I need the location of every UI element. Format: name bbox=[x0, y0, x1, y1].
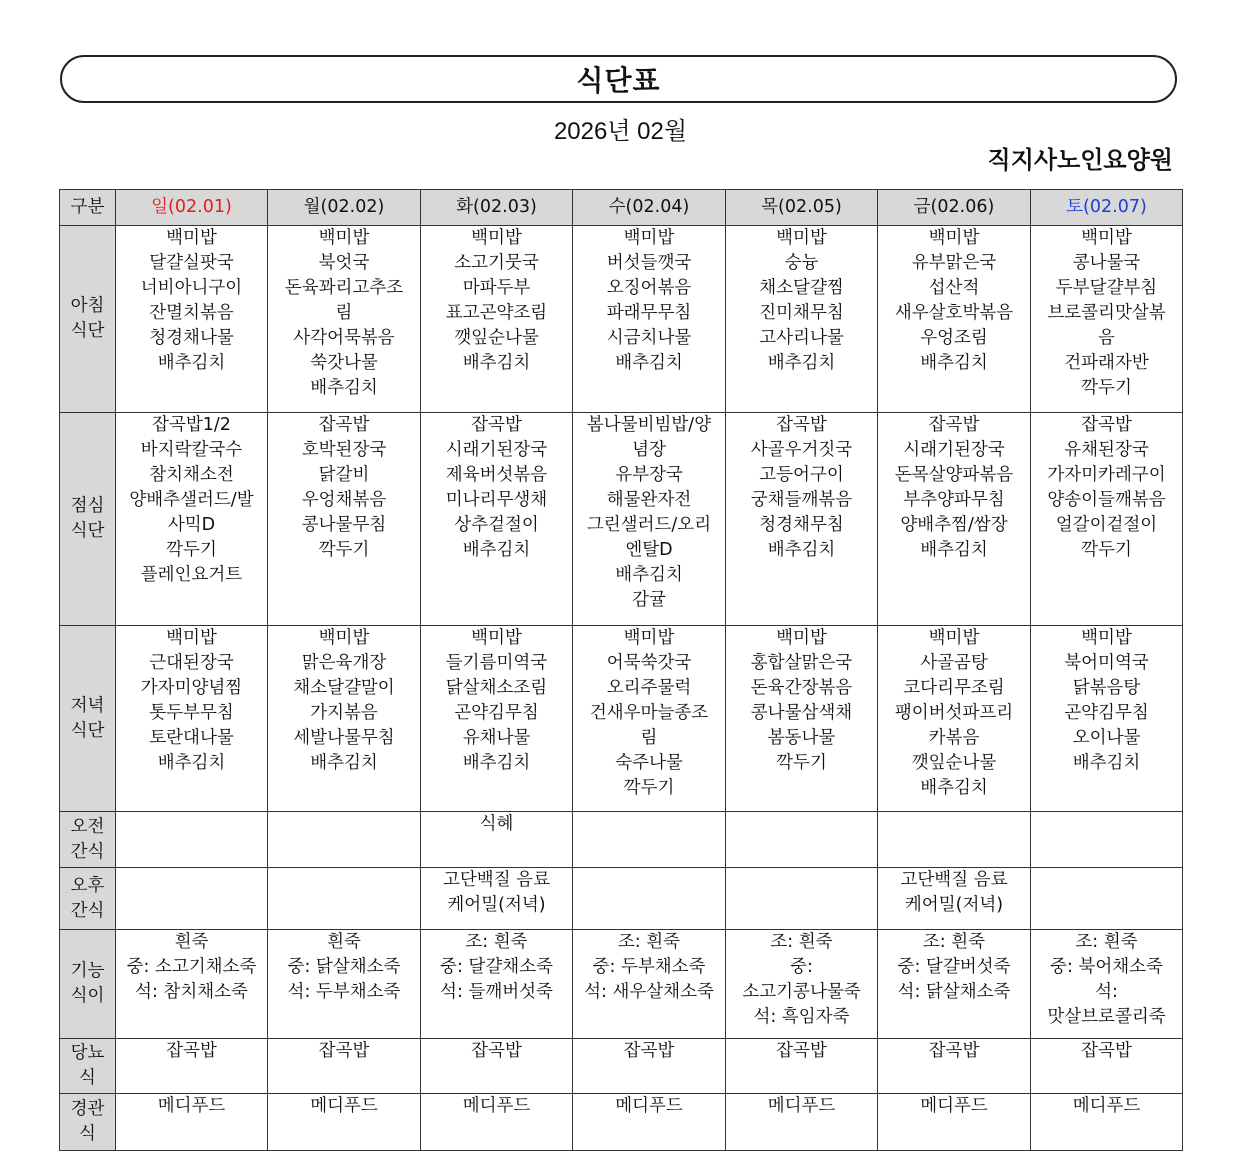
category-header: 구분 bbox=[60, 190, 116, 226]
row-label-line: 식단 bbox=[70, 720, 105, 741]
menu-item: 케어밀(저녁) bbox=[447, 895, 546, 915]
menu-cell bbox=[878, 812, 1031, 868]
menu-item: 념장 bbox=[632, 440, 666, 460]
menu-item: 북엇국 bbox=[318, 253, 370, 273]
menu-cell bbox=[726, 413, 878, 626]
menu-item: 사골우거짓국 bbox=[750, 440, 853, 460]
menu-cell bbox=[421, 868, 573, 930]
menu-item: 음 bbox=[1098, 328, 1115, 348]
menu-item: 깍두기 bbox=[776, 753, 827, 773]
menu-item: 얼갈이겉절이 bbox=[1055, 515, 1158, 535]
menu-cell bbox=[573, 868, 726, 930]
menu-item: 잡곡밥 bbox=[318, 1041, 370, 1061]
menu-item: 깍두기 bbox=[623, 778, 675, 798]
menu-cell bbox=[573, 626, 726, 812]
menu-item: 흰죽 bbox=[174, 932, 209, 952]
menu-cell bbox=[421, 413, 573, 626]
row-morning-snack bbox=[60, 812, 1183, 868]
day-header-wed: 수(02.04) bbox=[573, 190, 726, 226]
menu-item: 고단백질 음료 bbox=[443, 870, 550, 890]
menu-item: 잡곡밥 bbox=[623, 1041, 675, 1061]
menu-cell bbox=[1031, 626, 1183, 812]
header-row bbox=[60, 190, 1183, 226]
menu-item: 배추김치 bbox=[767, 353, 836, 373]
row-afternoon-snack bbox=[60, 868, 1183, 930]
menu-cell bbox=[116, 626, 268, 812]
menu-item: 사골곰탕 bbox=[920, 653, 988, 673]
row-therapeutic-diet bbox=[60, 930, 1183, 1039]
menu-item: 버섯들깻국 bbox=[606, 253, 692, 273]
menu-item: 가지볶음 bbox=[310, 703, 378, 723]
menu-cell bbox=[1031, 930, 1183, 1039]
menu-item: 카볶음 bbox=[928, 728, 980, 748]
menu-item: 배추김치 bbox=[1072, 753, 1141, 773]
menu-cell bbox=[878, 413, 1031, 626]
menu-cell bbox=[1031, 1094, 1183, 1151]
menu-item: 참치채소전 bbox=[149, 465, 234, 485]
row-label-breakfast bbox=[60, 226, 116, 413]
menu-cell bbox=[116, 413, 268, 626]
menu-item: 양송이들깨볶음 bbox=[1047, 490, 1166, 510]
menu-cell bbox=[573, 812, 726, 868]
menu-item: 잡곡밥 bbox=[166, 1041, 217, 1061]
menu-item: 사믹D bbox=[167, 515, 216, 535]
menu-item: 우엉채볶음 bbox=[301, 490, 387, 510]
menu-item: 채소달걀찜 bbox=[759, 278, 844, 298]
menu-item: 상추겉절이 bbox=[454, 515, 539, 535]
row-label-morning-snack bbox=[60, 812, 116, 868]
menu-item: 엔탈D bbox=[625, 540, 673, 560]
menu-cell bbox=[726, 1039, 878, 1094]
menu-item: 배추김치 bbox=[767, 540, 836, 560]
menu-item: 마파두부 bbox=[462, 278, 531, 298]
menu-item: 브로콜리맛살볶 bbox=[1047, 303, 1166, 323]
menu-item: 깍두기 bbox=[166, 540, 217, 560]
menu-item: 깍두기 bbox=[1081, 540, 1132, 560]
menu-cell bbox=[726, 626, 878, 812]
menu-item: 달걀실팟국 bbox=[149, 253, 234, 273]
menu-item: 플레인요거트 bbox=[140, 565, 243, 585]
row-label-line: 당뇨 bbox=[70, 1043, 105, 1063]
menu-item: 잡곡밥 bbox=[471, 415, 522, 435]
menu-item: 중: 달걀채소죽 bbox=[440, 957, 553, 977]
menu-item: 건파래자반 bbox=[1064, 353, 1149, 373]
menu-item: 진미채무침 bbox=[759, 303, 844, 323]
menu-item: 백미밥 bbox=[471, 628, 522, 648]
menu-item: 메디푸드 bbox=[157, 1096, 226, 1116]
menu-item: 백미밥 bbox=[1081, 628, 1132, 648]
menu-item: 조: 흰죽 bbox=[1075, 932, 1138, 952]
menu-item: 배추김치 bbox=[157, 753, 226, 773]
menu-item: 오징어볶음 bbox=[606, 278, 692, 298]
menu-item: 콩나물국 bbox=[1072, 253, 1141, 273]
menu-item: 잡곡밥 bbox=[318, 415, 370, 435]
menu-item: 중: 달걀버섯죽 bbox=[897, 957, 1011, 977]
menu-cell bbox=[268, 413, 421, 626]
menu-item: 잡곡밥 bbox=[471, 1041, 522, 1061]
menu-cell bbox=[268, 626, 421, 812]
row-label-line: 점심 bbox=[70, 496, 105, 516]
menu-item: 식혜 bbox=[479, 814, 514, 834]
menu-item: 그린샐러드/오리 bbox=[586, 515, 712, 535]
menu-item: 석: 닭살채소죽 bbox=[897, 982, 1011, 1002]
menu-item: 배추김치 bbox=[462, 540, 531, 560]
menu-item: 백미밥 bbox=[318, 628, 370, 648]
menu-item: 흰죽 bbox=[327, 932, 361, 952]
menu-item: 시래기된장국 bbox=[903, 440, 1005, 460]
menu-item: 시래기된장국 bbox=[445, 440, 548, 460]
menu-item: 토란대나물 bbox=[149, 728, 234, 748]
menu-cell bbox=[878, 626, 1031, 812]
menu-item: 바지락칼국수 bbox=[140, 440, 243, 460]
day-header-sat: 토(02.07) bbox=[1031, 190, 1183, 226]
menu-item: 세발나물무침 bbox=[293, 728, 395, 748]
page-title: 식단표 bbox=[576, 64, 661, 97]
row-label-line: 오전 bbox=[70, 816, 105, 837]
menu-cell bbox=[421, 226, 573, 413]
menu-cell bbox=[573, 226, 726, 413]
menu-item: 숙주나물 bbox=[615, 753, 683, 773]
menu-item: 백미밥 bbox=[776, 228, 827, 248]
menu-item: 석: bbox=[1095, 982, 1118, 1002]
menu-item: 양배추샐러드/발 bbox=[129, 490, 254, 510]
menu-item: 잡곡밥1/2 bbox=[152, 415, 231, 435]
day-header-mon: 월(02.02) bbox=[268, 190, 421, 226]
menu-item: 깻잎순나물 bbox=[911, 753, 997, 773]
menu-item: 북어미역국 bbox=[1064, 653, 1149, 673]
day-header-fri: 금(02.06) bbox=[878, 190, 1031, 226]
row-label-line: 아침 bbox=[70, 296, 105, 316]
menu-item: 석: 흑임자죽 bbox=[753, 1007, 850, 1027]
menu-item: 홍합살맑은국 bbox=[750, 653, 853, 673]
menu-item: 맑은육개장 bbox=[301, 653, 387, 673]
menu-item: 배추김치 bbox=[920, 540, 988, 560]
row-label-line: 간식 bbox=[70, 900, 105, 921]
menu-item: 표고곤약조림 bbox=[445, 303, 548, 323]
menu-item: 중: 닭살채소죽 bbox=[287, 957, 401, 977]
menu-item: 파래무무침 bbox=[606, 303, 692, 323]
menu-item: 유부맑은국 bbox=[911, 253, 997, 273]
row-label-line: 식 bbox=[79, 1068, 96, 1088]
menu-item: 오이나물 bbox=[1072, 728, 1141, 748]
menu-item: 쑥갓나물 bbox=[310, 353, 378, 373]
menu-item: 청경채나물 bbox=[149, 328, 234, 348]
row-label-line: 식 bbox=[79, 1124, 96, 1144]
menu-cell bbox=[268, 868, 421, 930]
menu-cell bbox=[573, 930, 726, 1039]
menu-cell bbox=[116, 812, 268, 868]
menu-item: 조: 흰죽 bbox=[770, 932, 833, 952]
row-label-line: 간식 bbox=[70, 841, 105, 862]
menu-item: 백미밥 bbox=[623, 228, 675, 248]
menu-cell bbox=[878, 226, 1031, 413]
menu-item: 가자미카레구이 bbox=[1047, 465, 1166, 485]
menu-item: 채소달걀말이 bbox=[293, 678, 395, 698]
menu-item: 두부달걀부침 bbox=[1055, 278, 1158, 298]
day-header-thu: 목(02.05) bbox=[726, 190, 878, 226]
menu-cell bbox=[268, 226, 421, 413]
menu-item: 배추김치 bbox=[462, 753, 531, 773]
menu-item: 림 bbox=[335, 303, 353, 323]
row-diabetic-diet bbox=[60, 1039, 1183, 1094]
row-dinner bbox=[60, 626, 1183, 812]
menu-item: 메디푸드 bbox=[310, 1096, 378, 1116]
row-breakfast bbox=[60, 226, 1183, 413]
menu-item: 우엉조림 bbox=[920, 328, 988, 348]
menu-item: 석: 참치채소죽 bbox=[135, 982, 248, 1002]
menu-item: 돈육꽈리고추조 bbox=[284, 278, 404, 298]
menu-item: 호박된장국 bbox=[301, 440, 387, 460]
menu-item: 조: 흰죽 bbox=[922, 932, 986, 952]
menu-cell bbox=[116, 226, 268, 413]
row-label-line: 식단 bbox=[70, 521, 105, 541]
menu-body bbox=[60, 226, 1183, 1151]
menu-item: 백미밥 bbox=[471, 228, 522, 248]
menu-cell bbox=[268, 1094, 421, 1151]
menu-item: 봄동나물 bbox=[767, 728, 836, 748]
menu-cell bbox=[726, 930, 878, 1039]
menu-cell bbox=[726, 1094, 878, 1151]
row-label-tube-feeding bbox=[60, 1094, 116, 1151]
row-label-therapeutic-diet bbox=[60, 930, 116, 1039]
menu-item: 잡곡밥 bbox=[928, 1041, 980, 1061]
menu-cell bbox=[116, 1094, 268, 1151]
row-label-lunch bbox=[60, 413, 116, 626]
menu-item: 잡곡밥 bbox=[1081, 415, 1132, 435]
row-label-dinner bbox=[60, 626, 116, 812]
menu-item: 유부장국 bbox=[615, 465, 683, 485]
day-header-tue: 화(02.03) bbox=[421, 190, 573, 226]
menu-cell bbox=[573, 413, 726, 626]
menu-item: 중: 두부채소죽 bbox=[592, 957, 706, 977]
menu-item: 청경채무침 bbox=[759, 515, 844, 535]
menu-item: 팽이버섯파프리 bbox=[894, 703, 1014, 723]
menu-item: 배추김치 bbox=[157, 353, 226, 373]
menu-item: 숭늉 bbox=[784, 253, 819, 273]
menu-item: 사각어묵볶음 bbox=[293, 328, 395, 348]
day-header-sun: 일(02.01) bbox=[116, 190, 268, 226]
menu-item: 석: 들깨버섯죽 bbox=[440, 982, 553, 1002]
menu-cell bbox=[1031, 1039, 1183, 1094]
menu-item: 너비아니구이 bbox=[140, 278, 243, 298]
row-label-line: 오후 bbox=[70, 875, 105, 896]
menu-cell bbox=[421, 930, 573, 1039]
menu-item: 부추양파무침 bbox=[903, 490, 1005, 510]
menu-item: 잡곡밥 bbox=[928, 415, 980, 435]
menu-item: 곤약김무침 bbox=[454, 703, 539, 723]
menu-item: 궁채들깨볶음 bbox=[750, 490, 853, 510]
menu-item: 배추김치 bbox=[310, 378, 378, 398]
menu-cell bbox=[726, 812, 878, 868]
menu-cell bbox=[268, 1039, 421, 1094]
menu-item: 백미밥 bbox=[1081, 228, 1132, 248]
menu-item: 들기름미역국 bbox=[445, 653, 548, 673]
menu-cell bbox=[421, 626, 573, 812]
menu-table bbox=[59, 189, 1183, 1151]
menu-item: 섭산적 bbox=[928, 278, 980, 298]
row-label-afternoon-snack bbox=[60, 868, 116, 930]
menu-cell bbox=[878, 1094, 1031, 1151]
menu-cell bbox=[116, 1039, 268, 1094]
menu-item: 깍두기 bbox=[318, 540, 370, 560]
menu-item: 유채나물 bbox=[462, 728, 531, 748]
menu-item: 맛살브로콜리죽 bbox=[1047, 1007, 1166, 1027]
menu-item: 배추김치 bbox=[920, 778, 988, 798]
menu-item: 백미밥 bbox=[928, 228, 980, 248]
menu-cell bbox=[421, 812, 573, 868]
menu-item: 조: 흰죽 bbox=[617, 932, 681, 952]
menu-item: 새우살호박볶음 bbox=[894, 303, 1014, 323]
menu-item: 돈목살양파볶음 bbox=[894, 465, 1014, 485]
menu-item: 잔멸치볶음 bbox=[149, 303, 234, 323]
menu-item: 닭살채소조림 bbox=[445, 678, 548, 698]
menu-item: 백미밥 bbox=[776, 628, 827, 648]
menu-item: 제육버섯볶음 bbox=[445, 465, 548, 485]
menu-item: 메디푸드 bbox=[1072, 1096, 1141, 1116]
row-label-line: 식이 bbox=[70, 986, 105, 1006]
menu-item: 깍두기 bbox=[1081, 378, 1132, 398]
menu-item: 석: 두부채소죽 bbox=[287, 982, 401, 1002]
menu-item: 배추김치 bbox=[310, 753, 378, 773]
menu-item: 감귤 bbox=[632, 590, 666, 610]
menu-item: 오리주물럭 bbox=[606, 678, 692, 698]
menu-item: 백미밥 bbox=[928, 628, 980, 648]
menu-item: 곤약김무침 bbox=[1064, 703, 1149, 723]
menu-item: 닭볶음탕 bbox=[1072, 678, 1141, 698]
menu-item: 돈육간장볶음 bbox=[750, 678, 853, 698]
menu-item: 코다리무조림 bbox=[903, 678, 1005, 698]
organization-name: 직지사노인요양원 bbox=[987, 146, 1173, 174]
menu-item: 메디푸드 bbox=[767, 1096, 836, 1116]
menu-item: 소고기콩나물죽 bbox=[742, 982, 861, 1002]
menu-item: 림 bbox=[640, 728, 658, 748]
menu-cell bbox=[726, 868, 878, 930]
menu-cell bbox=[726, 226, 878, 413]
menu-item: 메디푸드 bbox=[615, 1096, 683, 1116]
menu-cell bbox=[1031, 413, 1183, 626]
menu-item: 봄나물비빔밥/양 bbox=[586, 415, 712, 435]
menu-item: 해물완자전 bbox=[606, 490, 692, 510]
menu-item: 잡곡밥 bbox=[776, 415, 827, 435]
menu-item: 고사리나물 bbox=[759, 328, 844, 348]
row-label-line: 기능 bbox=[70, 961, 105, 981]
menu-item: 배추김치 bbox=[462, 353, 531, 373]
menu-item: 중: 북어채소죽 bbox=[1050, 957, 1163, 977]
row-label-line: 경관 bbox=[70, 1099, 105, 1119]
menu-cell bbox=[421, 1039, 573, 1094]
menu-item: 중: bbox=[790, 957, 813, 977]
menu-item: 케어밀(저녁) bbox=[904, 895, 1004, 915]
menu-month: 2026년 02월 bbox=[553, 118, 688, 145]
menu-item: 미나리무생채 bbox=[445, 490, 548, 510]
menu-cell bbox=[268, 812, 421, 868]
row-tube-feeding bbox=[60, 1094, 1183, 1151]
menu-cell bbox=[1031, 868, 1183, 930]
menu-item: 백미밥 bbox=[318, 228, 370, 248]
menu-item: 양배추찜/쌈장 bbox=[900, 515, 1008, 535]
menu-item: 백미밥 bbox=[166, 228, 217, 248]
menu-item: 어묵쑥갓국 bbox=[606, 653, 692, 673]
menu-cell bbox=[878, 930, 1031, 1039]
menu-item: 조: 흰죽 bbox=[465, 932, 528, 952]
menu-cell bbox=[116, 868, 268, 930]
menu-item: 근대된장국 bbox=[149, 653, 234, 673]
menu-item: 콩나물무침 bbox=[301, 515, 387, 535]
menu-item: 고단백질 음료 bbox=[900, 870, 1008, 890]
title-banner bbox=[60, 55, 1177, 103]
menu-cell bbox=[878, 868, 1031, 930]
menu-cell bbox=[421, 1094, 573, 1151]
menu-item: 가자미양념찜 bbox=[140, 678, 243, 698]
row-lunch bbox=[60, 413, 1183, 626]
menu-item: 소고기뭇국 bbox=[454, 253, 539, 273]
menu-item: 배추김치 bbox=[920, 353, 988, 373]
menu-item: 배추김치 bbox=[615, 565, 683, 585]
row-label-line: 저녁 bbox=[70, 695, 105, 716]
row-label-diabetic-diet bbox=[60, 1039, 116, 1094]
menu-cell bbox=[1031, 226, 1183, 413]
menu-item: 배추김치 bbox=[615, 353, 683, 373]
row-label-line: 식단 bbox=[70, 321, 105, 341]
menu-item: 백미밥 bbox=[623, 628, 675, 648]
menu-item: 잡곡밥 bbox=[1081, 1041, 1132, 1061]
menu-cell bbox=[878, 1039, 1031, 1094]
menu-item: 시금치나물 bbox=[606, 328, 692, 348]
menu-item: 콩나물삼색채 bbox=[750, 703, 853, 723]
menu-cell bbox=[116, 930, 268, 1039]
menu-item: 닭갈비 bbox=[318, 465, 370, 485]
menu-cell bbox=[1031, 812, 1183, 868]
menu-item: 고등어구이 bbox=[759, 465, 844, 485]
menu-item: 유채된장국 bbox=[1064, 440, 1149, 460]
menu-item: 잡곡밥 bbox=[776, 1041, 827, 1061]
menu-item: 건새우마늘종조 bbox=[589, 703, 709, 723]
menu-item: 톳두부무침 bbox=[149, 703, 234, 723]
menu-cell bbox=[573, 1039, 726, 1094]
menu-item: 메디푸드 bbox=[462, 1096, 531, 1116]
menu-item: 백미밥 bbox=[166, 628, 217, 648]
menu-item: 메디푸드 bbox=[920, 1096, 988, 1116]
menu-item: 중: 소고기채소죽 bbox=[126, 957, 257, 977]
menu-cell bbox=[573, 1094, 726, 1151]
menu-item: 깻잎순나물 bbox=[454, 328, 539, 348]
menu-cell bbox=[268, 930, 421, 1039]
menu-item: 석: 새우살채소죽 bbox=[584, 982, 714, 1002]
